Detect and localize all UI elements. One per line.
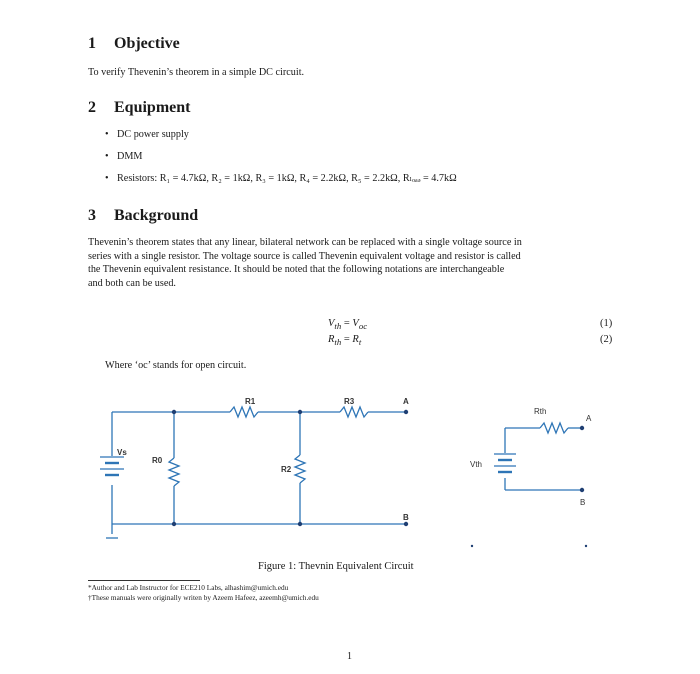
equation-2-label: (2)	[600, 334, 613, 345]
label-node-a2: A	[586, 414, 592, 423]
paragraph-line: and both can be used.	[88, 277, 176, 289]
label-r3: R3	[344, 397, 355, 406]
section-number: 3	[88, 207, 96, 224]
footnote-divider	[88, 580, 200, 581]
section-number: 1	[88, 35, 96, 52]
label-r0: R0	[152, 456, 163, 465]
section-title: Equipment	[114, 99, 191, 116]
node	[471, 545, 473, 547]
list-item: • DC power supply	[105, 129, 189, 140]
equation-2: $R_{th} = R_t$	[328, 334, 362, 348]
label-vth: Vth	[470, 460, 483, 469]
open-circuit-note: Where ‘oc’ stands for open circuit.	[105, 360, 247, 371]
voltage-source-vth	[494, 454, 516, 472]
node	[298, 522, 302, 526]
paragraph-line: Thevenin’s theorem states that any linear, bilateral network can be replaced with a single voltage source in	[88, 237, 522, 248]
list-item: • Resistors: R₁ = 4.7kΩ, R₂ = 1kΩ, R₃ = 1kΩ, R₄ = 2.2kΩ, R₅ = 2.2kΩ, Rₗₒₐₔ = 4.7kΩ	[105, 173, 457, 184]
node	[172, 410, 176, 414]
label-r1: R1	[245, 397, 256, 406]
node	[404, 410, 408, 414]
node	[172, 522, 176, 526]
footnote-manuals: †These manuals were originally writen by Azeem Hafeez, azeemh@umich.edu	[88, 593, 319, 602]
circuit-wires	[112, 407, 582, 534]
objective-text: To verify Thevenin’s theorem in a simple DC circuit.	[88, 67, 305, 78]
section-title: Objective	[114, 35, 180, 52]
footnote-author: *Author and Lab Instructor for ECE210 Labs, alhashim@umich.edu	[88, 583, 289, 592]
equation-1: $V_{th} = V_{oc}$	[328, 318, 368, 332]
page-number: 1	[347, 651, 352, 662]
label-r2: R2	[281, 465, 292, 474]
node	[580, 488, 584, 492]
circuit-nodes	[172, 410, 587, 547]
section-number: 2	[88, 99, 96, 116]
node	[585, 545, 587, 547]
label-vs: Vs	[117, 448, 127, 457]
label-node-a: A	[403, 397, 409, 406]
figure-caption: Figure 1: Thevnin Equivalent Circuit	[258, 561, 414, 572]
node	[298, 410, 302, 414]
label-node-b2: B	[580, 498, 586, 507]
label-rth: Rth	[534, 407, 547, 416]
node	[580, 426, 584, 430]
label-node-b: B	[403, 513, 409, 522]
paragraph-line: the Thevenin equivalent resistance. It should be noted that the following notations are interchangeable	[88, 264, 505, 275]
paragraph-line: series with a single resistor. The voltage source is called Thevenin equivalent voltage and resistor is called	[88, 250, 521, 262]
list-item: • DMM	[105, 151, 143, 162]
node	[404, 522, 408, 526]
equation-1-label: (1)	[600, 318, 613, 329]
section-title: Background	[114, 207, 199, 224]
